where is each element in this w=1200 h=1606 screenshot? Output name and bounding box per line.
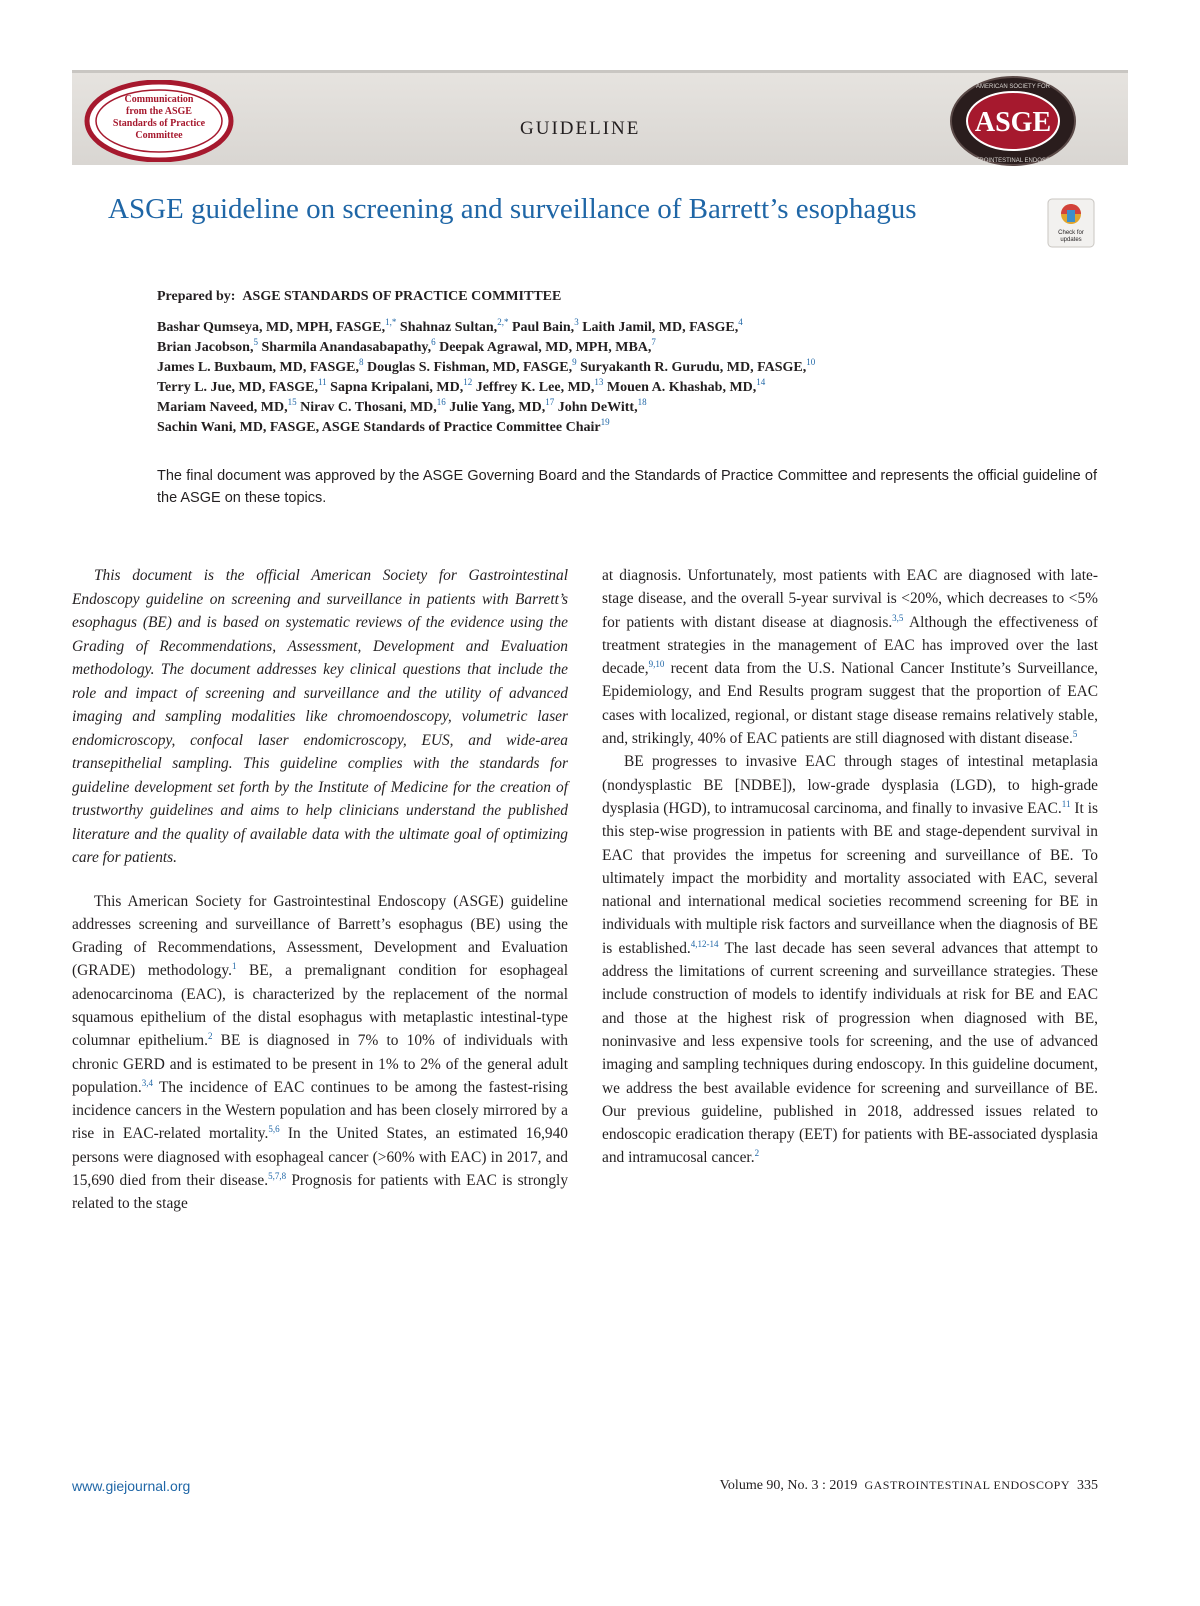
citation-ref[interactable]: 11 bbox=[1061, 798, 1071, 809]
author-affiliation-ref[interactable]: 16 bbox=[436, 397, 446, 407]
svg-text:updates: updates bbox=[1060, 237, 1082, 243]
citation-ref[interactable]: 3,5 bbox=[892, 612, 904, 623]
svg-text:Standards of Practice: Standards of Practice bbox=[112, 118, 206, 129]
author-name: Paul Bain, bbox=[511, 320, 575, 335]
citation-ref[interactable]: 9,10 bbox=[648, 659, 665, 670]
author-affiliation-ref[interactable]: 14 bbox=[756, 377, 766, 387]
footer-page: 335 bbox=[1077, 1478, 1098, 1493]
author-affiliation-ref[interactable]: 4 bbox=[738, 317, 743, 327]
author-affiliation-ref[interactable]: 13 bbox=[594, 377, 604, 387]
author-name: Julie Yang, MD, bbox=[449, 400, 546, 415]
footer-citation bbox=[720, 1478, 1098, 1494]
author-affiliation-ref[interactable]: 19 bbox=[600, 417, 610, 427]
approval-note: The final document was approved by the ASGE Governing Board and the Standards of Practice Committee and represents the official guideline of the ASGE on these topics. bbox=[157, 468, 1097, 506]
citation-ref[interactable]: 5,7,8 bbox=[268, 1171, 287, 1182]
author-affiliation-ref[interactable]: 1,* bbox=[385, 317, 397, 327]
svg-text:Committee: Committee bbox=[135, 130, 183, 141]
author-affiliation-ref[interactable]: 8 bbox=[358, 357, 364, 367]
author-affiliation-ref[interactable]: 5 bbox=[253, 337, 258, 347]
author-affiliation-ref[interactable]: 12 bbox=[463, 377, 473, 387]
article-title: ASGE guideline on screening and surveillance of Barrett’s esophagus bbox=[108, 193, 917, 225]
svg-text:from the ASGE: from the ASGE bbox=[126, 106, 192, 117]
author-name: Suryakanth R. Gurudu, MD, FASGE, bbox=[580, 360, 807, 375]
right-column bbox=[602, 564, 1098, 1170]
author-affiliation-ref[interactable]: 7 bbox=[651, 337, 656, 347]
author-name: Brian Jacobson, bbox=[157, 340, 254, 355]
journal-url[interactable]: www.giejournal.org bbox=[72, 1478, 191, 1494]
author-name: Sharmila Anandasabapathy, bbox=[261, 340, 432, 355]
author-name: Deepak Agrawal, MD, MPH, MBA, bbox=[439, 340, 652, 355]
author-name: Sapna Kripalani, MD, bbox=[330, 380, 464, 395]
asge-logo bbox=[948, 74, 1078, 169]
citation-ref[interactable]: 3,4 bbox=[141, 1077, 153, 1088]
check-for-updates-icon[interactable] bbox=[1047, 198, 1095, 248]
author-affiliation-ref[interactable]: 11 bbox=[318, 377, 327, 387]
author-name: Shahnaz Sultan, bbox=[399, 320, 498, 335]
author-name: Laith Jamil, MD, FASGE, bbox=[582, 320, 739, 335]
svg-text:Communication: Communication bbox=[124, 94, 194, 105]
author-name: Terry L. Jue, MD, FASGE, bbox=[157, 380, 318, 395]
author-affiliation-ref[interactable]: 10 bbox=[806, 357, 816, 367]
author-affiliation-ref[interactable]: 9 bbox=[572, 357, 577, 367]
prepared-by-label: Prepared by: bbox=[157, 289, 236, 304]
footer-journal: GASTROINTESTINAL ENDOSCOPY bbox=[864, 1478, 1070, 1492]
committee-seal-logo bbox=[84, 80, 234, 162]
author-affiliation-ref[interactable]: 3 bbox=[574, 317, 579, 327]
footer-volume: Volume 90, No. 3 : 2019 bbox=[719, 1478, 858, 1493]
author-affiliation-ref[interactable]: 18 bbox=[637, 397, 647, 407]
author-name: Sachin Wani, MD, FASGE, ASGE Standards of Practice Committee Chair bbox=[157, 420, 601, 435]
citation-ref[interactable]: 1 bbox=[231, 961, 237, 972]
author-affiliation-ref[interactable]: 6 bbox=[431, 337, 436, 347]
citation-ref[interactable]: 2 bbox=[754, 1148, 760, 1159]
author-affiliation-ref[interactable]: 15 bbox=[287, 397, 297, 407]
author-name: Mouen A. Khashab, MD, bbox=[606, 380, 757, 395]
author-affiliation-ref[interactable]: 2,* bbox=[497, 317, 509, 327]
author-name: Jeffrey K. Lee, MD, bbox=[475, 380, 595, 395]
committee-name: ASGE STANDARDS OF PRACTICE COMMITTEE bbox=[242, 289, 562, 304]
body-paragraph-2: BE progresses to invasive EAC through stages of intestinal metaplasia (nondysplastic BE [NDBE]), low-grade dysplasia (LGD), to high-grade dysplasia (HGD), to intramucosal carcinoma, and finally to invasive EAC.$^{11}$ It is this step-wise progression in patients with BE and stage-dependent survival in EAC that provides the impetus for screening and surveillance of BE. To ultimately impact the morbidity and mortality associated with EAC, several national and international medical societies recommend screening for BE in individuals with multiple risk factors and surveillance when the diagnosis of BE is established.$^{4,12-14}$ The last decade has seen several advances that attempt to address the limitations of current screening and surveillance strategies. These include construction of models to identify individuals at risk for BE and EAC and those at the highest risk of progression when diagnosed with BE, noninvasive and less expensive tools for screening, and the use of advanced imaging and sampling techniques during endoscopy. In this guideline document, we address the best available evidence for screening and surveillance of BE. Our previous guideline, published in 2018, addressed issues related to endoscopic eradication therapy (EET) for patients with BE-associated dysplasia and intramucosal cancer.$^2$ bbox=[602, 753, 1098, 1167]
author-name: Bashar Qumseya, MD, MPH, FASGE, bbox=[157, 320, 386, 335]
citation-ref[interactable]: 5 bbox=[1072, 729, 1078, 740]
author-name: Mariam Naveed, MD, bbox=[157, 400, 288, 415]
author-name: Nirav C. Thosani, MD, bbox=[300, 400, 437, 415]
author-list bbox=[157, 318, 1117, 438]
body-paragraph-1-continued: at diagnosis. Unfortunately, most patients with EAC are diagnosed with late-stage disease, and the overall 5-year survival is <20%, which decreases to <5% for patients with distant disease at diagnosis.$^{3,5}$ Although the effectiveness of treatment strategies in the management of EAC has improved over the last decade,$^{9,10}$ recent data from the U.S. National Cancer Institute’s Surveillance, Epidemiology, and End Results program suggest that the proportion of EAC cases with localized, regional, or distant stage disease remains relatively stable, and, strikingly, 40% of EAC patients are still diagnosed with distant disease.$^5$ bbox=[602, 567, 1098, 748]
body-paragraph-1: This American Society for Gastrointestinal Endoscopy (ASGE) guideline addresses screening and surveillance of Barrett’s esophagus (BE) using the Grading of Recommendations, Assessment, Development and Evaluation (GRADE) methodology.$^1$ BE, a premalignant condition for esophageal adenocarcinoma (EAC), is characterized by the replacement of the normal squamous epithelium of the distal esophagus with metaplastic intestinal-type columnar epithelium.$^2$ BE is diagnosed in 7% to 10% of individuals with chronic GERD and is estimated to be present in 1% to 2% of the general adult population.$^{3,4}$ The incidence of EAC continues to be among the fastest-rising incidence cancers in the Western population and has been closely mirrored by a rise in EAC-related mortality.$^{5,6}$ In the United States, an estimated 16,940 persons were diagnosed with esophageal cancer (>60% with EAC) in 2017, and 15,690 died from their disease.$^{5,7,8}$ Prognosis for patients with EAC is strongly related to the stage bbox=[72, 892, 569, 1213]
abstract: This document is the official American Society for Gastrointestinal Endoscopy guideline on screening and surveillance in patients with Barrett’s esophagus (BE) and is based on systematic reviews of the evidence using the Grading of Recommendations, Assessment, Development and Evaluation methodology. The document addresses key clinical questions that include the role and impact of screening and surveillance and the utility of advanced imaging and sampling modalities like chromoendoscopy, volumetric laser endomicroscopy, confocal laser endomicroscopy, EUS, and wide-area transepithelial sampling. This guideline complies with the standards for guideline development set forth by the Institute of Medicine for the creation of trustworthy guidelines and aims to help clinicians understand the published literature and the quality of available data with the ultimate goal of optimizing care for patients. bbox=[72, 567, 568, 866]
left-column bbox=[72, 564, 568, 1216]
svg-text:GASTROINTESTINAL ENDOSCOPY: GASTROINTESTINAL ENDOSCOPY bbox=[963, 158, 1063, 164]
svg-text:ASGE: ASGE bbox=[974, 107, 1052, 138]
author-affiliation-ref[interactable]: 17 bbox=[545, 397, 555, 407]
citation-ref[interactable]: 2 bbox=[207, 1031, 213, 1042]
citation-ref[interactable]: 4,12-14 bbox=[690, 938, 719, 949]
prepared-by bbox=[157, 289, 561, 305]
section-label: GUIDELINE bbox=[520, 118, 641, 139]
author-name: John DeWitt, bbox=[557, 400, 638, 415]
svg-text:Check for: Check for bbox=[1058, 230, 1084, 236]
svg-text:AMERICAN SOCIETY FOR: AMERICAN SOCIETY FOR bbox=[976, 84, 1050, 90]
author-name: James L. Buxbaum, MD, FASGE, bbox=[157, 360, 359, 375]
author-name: Douglas S. Fishman, MD, FASGE, bbox=[366, 360, 573, 375]
citation-ref[interactable]: 5,6 bbox=[268, 1124, 280, 1135]
